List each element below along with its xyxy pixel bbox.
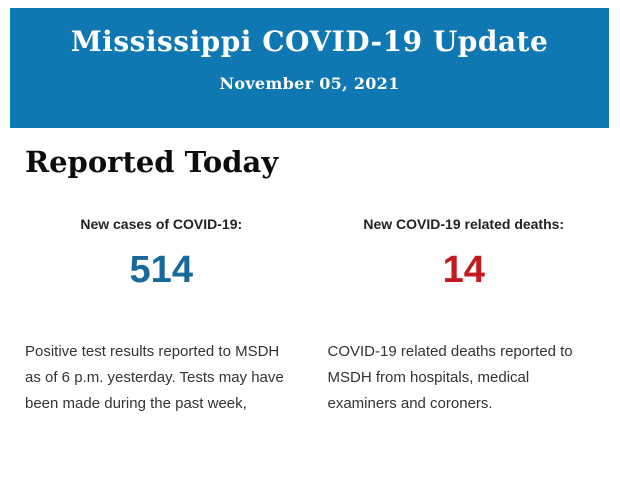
new-deaths-description: COVID-19 related deaths reported to MSDH from hospitals, medical examiners and coroners.	[327, 343, 573, 412]
header-banner	[10, 8, 609, 128]
report-date: November 05, 2021	[219, 74, 400, 93]
stat-new-cases	[25, 216, 298, 417]
report-body	[0, 145, 620, 417]
stats-grid	[25, 216, 600, 417]
page-title: Mississippi COVID-19 Update	[70, 25, 549, 58]
new-deaths-label: New COVID-19 related deaths:	[363, 216, 565, 232]
new-cases-label: New cases of COVID-19:	[80, 216, 243, 232]
new-deaths-value: 14	[442, 249, 485, 291]
section-heading: Reported Today	[25, 145, 279, 179]
new-cases-value: 514	[129, 249, 193, 291]
stat-new-deaths	[328, 216, 601, 417]
new-cases-description: Positive test results reported to MSDH as of 6 p.m. yesterday. Tests may have been made during the past week,	[25, 343, 284, 412]
